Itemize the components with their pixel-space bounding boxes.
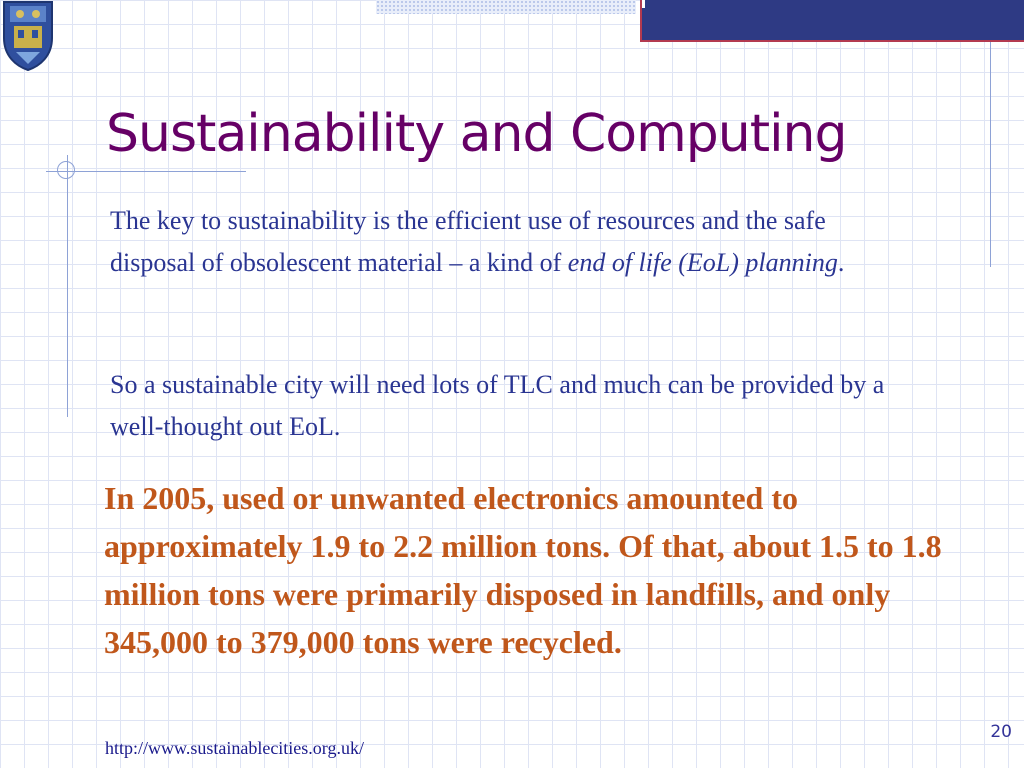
paragraph-tlc: So a sustainable city will need lots of TLC and much can be provided by a well-thought out EoL. bbox=[110, 370, 885, 441]
source-link[interactable]: http://www.sustainablecities.org.uk/ bbox=[105, 738, 364, 758]
header-bar-mark bbox=[642, 0, 645, 8]
slide-title: Sustainability and Computing bbox=[106, 104, 847, 164]
crest-shield-icon bbox=[2, 0, 54, 72]
corner-ring-icon bbox=[57, 161, 75, 179]
electronics-fact: In 2005, used or unwanted electronics amounted to approximately 1.9 to 2.2 million tons. Of that, about 1.5 to 1.8 million tons were primarily disposed in landfills, and only 345,000 to 379,000 tons were recycled. bbox=[104, 480, 942, 660]
title-rule bbox=[46, 171, 246, 172]
header-bar bbox=[640, 0, 1024, 42]
paragraph-efficiency-end: . bbox=[837, 248, 845, 277]
header-dotted-strip bbox=[376, 0, 636, 14]
page-number: 20 bbox=[990, 722, 1012, 742]
paragraph-efficiency bbox=[110, 200, 910, 284]
paragraph-efficiency-emphasis: end of life (EoL) planning bbox=[567, 248, 838, 277]
right-rule bbox=[990, 42, 991, 267]
left-rule bbox=[67, 155, 68, 417]
paragraph-efficiency-text: The key to sustainability is the efficient use of resources and the safe disposal of obsolescent material – a kind of bbox=[110, 206, 826, 277]
